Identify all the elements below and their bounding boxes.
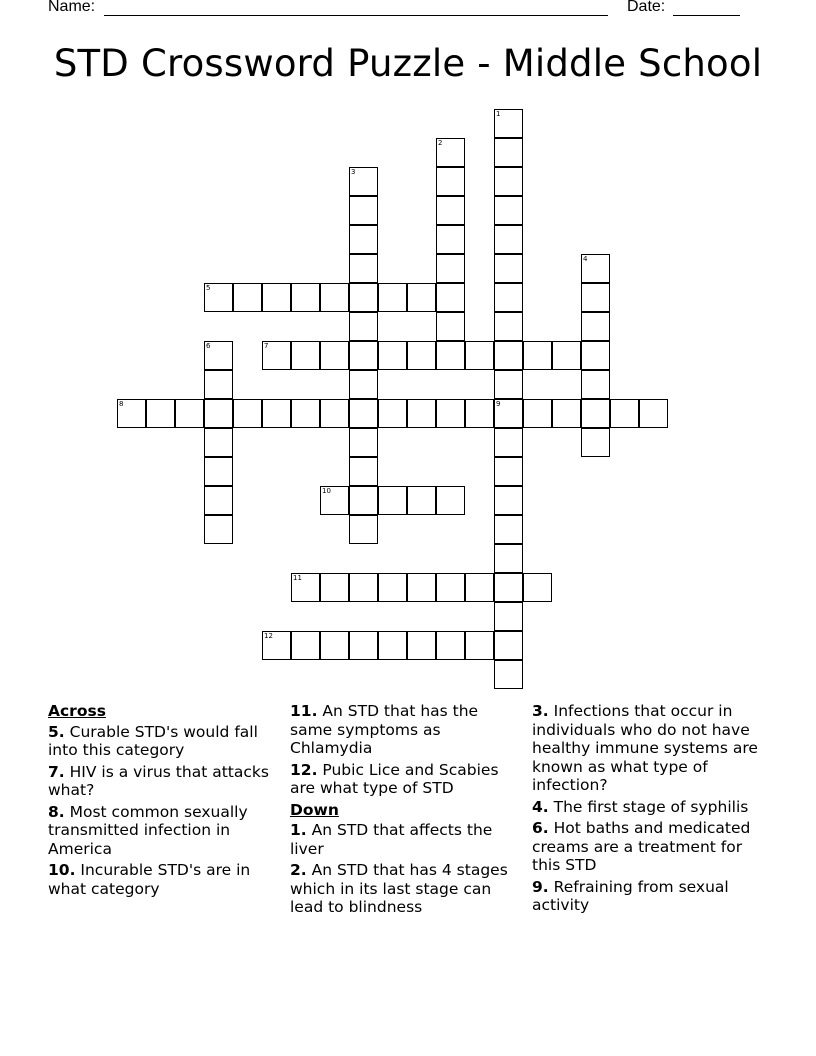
clue-across-8 [48, 803, 282, 859]
clue-number-label: 10 [322, 487, 331, 495]
date-label: Date: [627, 0, 666, 15]
clue-number: 11. [290, 702, 318, 720]
grid-cell[interactable] [436, 573, 465, 602]
grid-cell[interactable] [494, 602, 523, 631]
grid-cell[interactable] [610, 399, 639, 428]
grid-cell[interactable] [262, 341, 291, 370]
grid-cell[interactable] [233, 399, 262, 428]
grid-cell[interactable] [436, 283, 465, 312]
grid-cell[interactable] [175, 399, 204, 428]
grid-cell[interactable] [204, 399, 233, 428]
grid-cell[interactable] [581, 399, 610, 428]
grid-cell[interactable] [552, 399, 581, 428]
clue-number-label: 5 [206, 284, 211, 292]
grid-cell[interactable] [349, 283, 378, 312]
grid-cell[interactable] [320, 573, 349, 602]
grid-cell[interactable] [204, 283, 233, 312]
clue-text: An STD that has the same symptoms as Chlamydia [290, 702, 479, 757]
clue-number: 1. [290, 821, 307, 839]
grid-cell[interactable] [320, 341, 349, 370]
grid-cell[interactable] [581, 312, 610, 341]
grid-cell[interactable] [494, 109, 523, 138]
clue-number: 7. [48, 762, 65, 781]
grid-cell[interactable] [262, 283, 291, 312]
grid-cell[interactable] [407, 631, 436, 660]
clue-down-4 [532, 798, 766, 817]
grid-cell[interactable] [494, 167, 523, 196]
grid-cell[interactable] [465, 399, 494, 428]
grid-cell[interactable] [494, 660, 523, 689]
clue-number-label: 3 [351, 168, 356, 176]
clue-text: Most common sexually transmitted infection in America [48, 802, 248, 858]
clue-number: 9. [532, 877, 549, 896]
grid-cell[interactable] [320, 631, 349, 660]
grid-cell[interactable] [320, 283, 349, 312]
grid-cell[interactable] [349, 457, 378, 486]
clue-down-6 [532, 819, 766, 875]
across-heading: Across [48, 702, 106, 720]
clue-across-11 [290, 702, 524, 758]
grid-cell[interactable] [581, 428, 610, 457]
clue-column-2 [290, 702, 524, 920]
grid-cell[interactable] [552, 341, 581, 370]
clue-number-label: 6 [206, 342, 211, 350]
grid-cell[interactable] [378, 399, 407, 428]
grid-cell[interactable] [349, 225, 378, 254]
grid-cell[interactable] [465, 573, 494, 602]
grid-cell[interactable] [494, 631, 523, 660]
grid-cell[interactable] [407, 399, 436, 428]
grid-cell[interactable] [436, 341, 465, 370]
grid-cell[interactable] [262, 631, 291, 660]
grid-cell[interactable] [494, 428, 523, 457]
grid-cell[interactable] [494, 312, 523, 341]
clue-number-label: 7 [264, 342, 269, 350]
grid-cell[interactable] [494, 196, 523, 225]
clue-across-12 [290, 761, 524, 798]
grid-cell[interactable] [204, 370, 233, 399]
grid-cell[interactable] [291, 399, 320, 428]
grid-cell[interactable] [378, 486, 407, 515]
grid-cell[interactable] [349, 573, 378, 602]
grid-cell[interactable] [494, 515, 523, 544]
clue-across-7 [48, 763, 282, 800]
clue-text: Incurable STD's are in what category [48, 861, 251, 898]
grid-cell[interactable] [494, 457, 523, 486]
clue-number: 3. [532, 702, 549, 720]
clue-number-label: 9 [496, 400, 501, 408]
grid-cell[interactable] [146, 399, 175, 428]
clue-column-3 [532, 702, 766, 918]
grid-cell[interactable] [407, 283, 436, 312]
grid-cell[interactable] [204, 341, 233, 370]
grid-cell[interactable] [523, 573, 552, 602]
clue-text: Pubic Lice and Scabies are what type of STD [290, 760, 499, 797]
name-label: Name: [48, 0, 96, 15]
clue-column-1 [48, 702, 282, 901]
grid-cell[interactable] [436, 631, 465, 660]
grid-cell[interactable] [349, 254, 378, 283]
grid-cell[interactable] [494, 341, 523, 370]
grid-cell[interactable] [378, 631, 407, 660]
clue-number: 4. [532, 797, 549, 816]
grid-cell[interactable] [639, 399, 668, 428]
grid-cell[interactable] [349, 167, 378, 196]
clue-number: 12. [290, 760, 318, 779]
grid-cell[interactable] [436, 486, 465, 515]
grid-cell[interactable] [349, 196, 378, 225]
grid-cell[interactable] [233, 283, 262, 312]
clue-number: 10. [48, 861, 76, 879]
grid-cell[interactable] [349, 428, 378, 457]
grid-cell[interactable] [523, 399, 552, 428]
grid-cell[interactable] [436, 138, 465, 167]
grid-cell[interactable] [320, 486, 349, 515]
clue-text: The first stage of syphilis [553, 797, 749, 816]
clue-across-10 [48, 861, 282, 898]
grid-cell[interactable] [349, 370, 378, 399]
clue-number: 5. [48, 722, 65, 741]
clue-number: 8. [48, 802, 65, 821]
grid-cell[interactable] [494, 225, 523, 254]
grid-cell[interactable] [320, 399, 349, 428]
clue-down-1 [290, 821, 524, 858]
grid-cell[interactable] [349, 312, 378, 341]
grid-cell[interactable] [494, 544, 523, 573]
grid-cell[interactable] [494, 573, 523, 602]
grid-cell[interactable] [291, 631, 320, 660]
clue-text: Hot baths and medicated creams are a treatment for this STD [532, 819, 751, 874]
grid-cell[interactable] [291, 573, 320, 602]
grid-cell[interactable] [349, 486, 378, 515]
grid-cell[interactable] [581, 341, 610, 370]
grid-cell[interactable] [291, 341, 320, 370]
grid-cell[interactable] [204, 515, 233, 544]
grid-cell[interactable] [204, 457, 233, 486]
grid-cell[interactable] [494, 254, 523, 283]
grid-cell[interactable] [407, 573, 436, 602]
clue-across-5 [48, 723, 282, 760]
clue-number: 6. [532, 819, 549, 837]
grid-cell[interactable] [494, 399, 523, 428]
grid-cell[interactable] [291, 283, 320, 312]
grid-cell[interactable] [204, 428, 233, 457]
grid-cell[interactable] [494, 283, 523, 312]
grid-cell[interactable] [407, 486, 436, 515]
clue-number-label: 4 [583, 255, 588, 263]
grid-cell[interactable] [494, 486, 523, 515]
grid-cell[interactable] [349, 341, 378, 370]
grid-cell[interactable] [494, 138, 523, 167]
clue-number-label: 8 [119, 400, 124, 408]
grid-cell[interactable] [465, 631, 494, 660]
clue-number-label: 1 [496, 110, 501, 118]
clue-text: Infections that occur in individuals who do not have healthy immune systems are known as what type of infection? [532, 702, 758, 794]
clue-down-2 [290, 861, 524, 917]
grid-cell[interactable] [465, 341, 494, 370]
grid-cell[interactable] [436, 254, 465, 283]
clue-text: Curable STD's would fall into this category [48, 722, 258, 759]
grid-cell[interactable] [349, 399, 378, 428]
grid-cell[interactable] [262, 399, 291, 428]
grid-cell[interactable] [117, 399, 146, 428]
grid-cell[interactable] [204, 486, 233, 515]
clue-number-label: 12 [264, 632, 273, 640]
clue-number-label: 2 [438, 139, 443, 147]
grid-cell[interactable] [436, 399, 465, 428]
grid-cell[interactable] [378, 283, 407, 312]
grid-cell[interactable] [349, 631, 378, 660]
grid-cell[interactable] [436, 196, 465, 225]
grid-cell[interactable] [407, 341, 436, 370]
grid-cell[interactable] [378, 341, 407, 370]
grid-cell[interactable] [581, 254, 610, 283]
grid-cell[interactable] [436, 225, 465, 254]
grid-cell[interactable] [494, 370, 523, 399]
clue-number: 2. [290, 861, 307, 879]
grid-cell[interactable] [523, 341, 552, 370]
clue-number-label: 11 [293, 574, 302, 582]
clue-text: Refraining from sexual activity [532, 877, 729, 914]
grid-cell[interactable] [581, 370, 610, 399]
grid-cell[interactable] [378, 573, 407, 602]
grid-cell[interactable] [581, 283, 610, 312]
clue-text: HIV is a virus that attacks what? [48, 762, 269, 799]
grid-cell[interactable] [436, 312, 465, 341]
grid-cell[interactable] [349, 515, 378, 544]
grid-cell[interactable] [436, 167, 465, 196]
page-title: STD Crossword Puzzle - Middle School [53, 42, 763, 85]
clue-text: An STD that affects the liver [290, 821, 493, 858]
clue-down-9 [532, 878, 766, 915]
clue-down-3 [532, 702, 766, 795]
down-heading: Down [290, 800, 339, 819]
clue-text: An STD that has 4 stages which in its last stage can lead to blindness [290, 861, 508, 916]
